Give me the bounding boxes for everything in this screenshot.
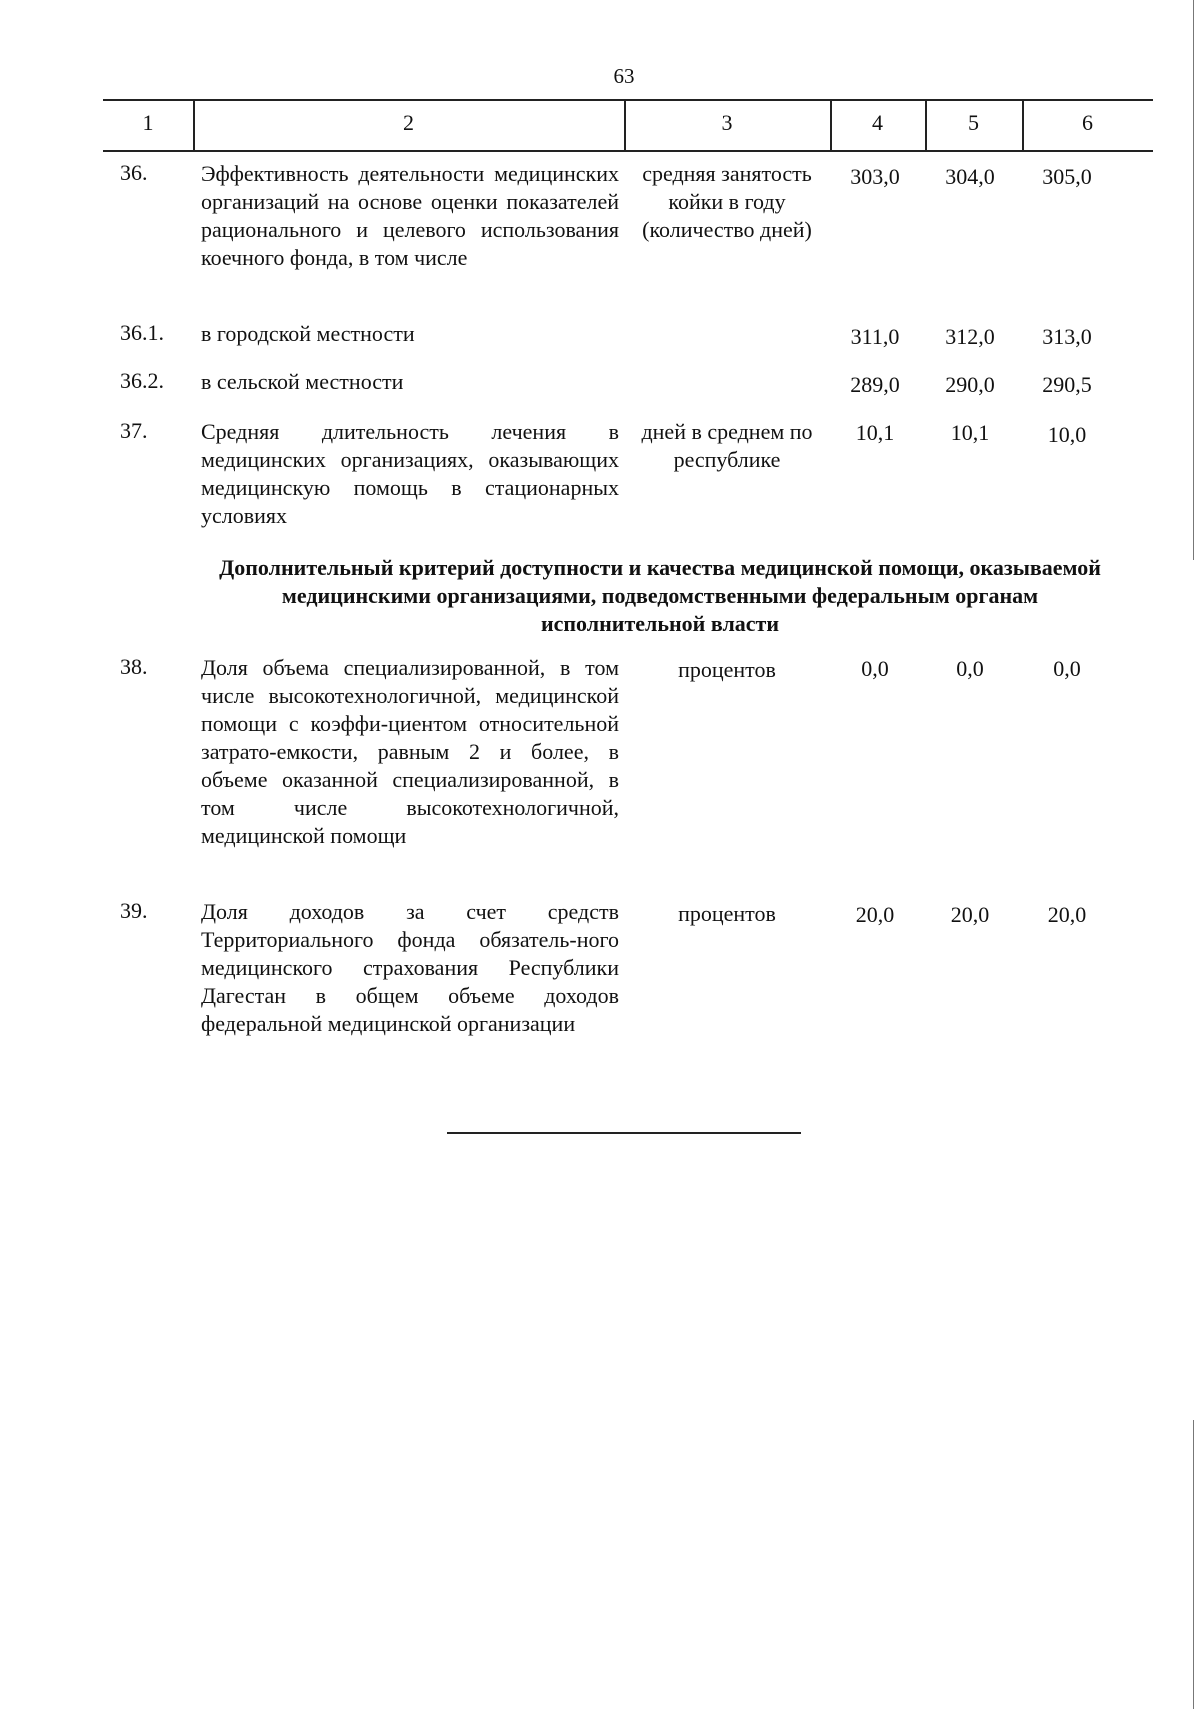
row-value-col6: 20,0	[1047, 902, 1087, 927]
row-value-col6: 0,0	[1053, 656, 1081, 681]
row-description: в сельской местности	[201, 369, 404, 394]
row-description: Доля доходов за счет средств Территориального фонда обязатель-ного медицинского страхования Республики Дагестан в общем объеме доходов федеральной медицинской организации	[201, 899, 619, 1036]
row-description: Доля объема специализированной, в том числе высокотехнологичной, медицинской помощи с коэффи-циентом относительной затрато-емкости, равным 2 и более, в объеме оказанной специализированной, в том числе высокотехнологичной, медицинской помощи	[201, 655, 619, 848]
row-value-col5: 10,1	[950, 420, 990, 445]
row-description: Средняя длительность лечения в медицинских организациях, оказывающих медицинскую помощь в стационарных условиях	[201, 419, 619, 528]
row-unit: процентов	[678, 901, 776, 926]
row-unit: процентов	[678, 657, 776, 682]
row-value-col4: 20,0	[855, 902, 895, 927]
row-value-col5: 20,0	[950, 902, 990, 927]
header-col-1: 1	[142, 110, 154, 135]
row-value-col4: 10,1	[855, 420, 895, 445]
row-number: 38.	[120, 654, 148, 679]
header-top-rule	[103, 99, 1153, 101]
row-number: 39.	[120, 898, 148, 923]
row-number: 36.	[120, 160, 148, 185]
row-number: 36.2.	[120, 368, 164, 393]
page-number: 63	[613, 64, 635, 88]
header-col-3: 3	[721, 110, 733, 135]
row-description: в городской местности	[201, 321, 415, 346]
row-value-col6: 313,0	[1042, 324, 1092, 349]
header-col-2: 2	[403, 110, 414, 135]
row-value-col5: 0,0	[956, 656, 984, 681]
scan-edge-line	[1193, 0, 1194, 560]
row-description: Эффективность деятельности медицинских организаций на основе оценки показателей рационального и целевого использования коечного фонда, в том числе	[201, 161, 619, 270]
row-value-col5: 290,0	[945, 372, 995, 397]
row-unit: средняя занятость койки в году (количество дней)	[642, 161, 812, 242]
row-value-col6: 290,5	[1042, 372, 1092, 397]
row-value-col4: 311,0	[850, 324, 900, 349]
row-number: 37.	[120, 418, 148, 443]
row-value-col4: 0,0	[861, 656, 889, 681]
header-bottom-rule	[103, 150, 1153, 152]
row-value-col4: 303,0	[850, 164, 900, 189]
row-value-col5: 304,0	[945, 164, 995, 189]
row-value-col6: 305,0	[1042, 164, 1092, 189]
row-unit: дней в среднем по республике	[641, 419, 813, 472]
header-col-6: 6	[1082, 110, 1093, 135]
row-value-col4: 289,0	[850, 372, 900, 397]
header-col-4: 4	[872, 110, 883, 135]
section-heading: Дополнительный критерий доступности и качества медицинской помощи, оказываемой медицинскими организациями, подведомственными федеральным органам исполнительной власти	[219, 555, 1101, 636]
row-value-col5: 312,0	[945, 324, 995, 349]
scan-edge-line	[1193, 1420, 1194, 1709]
row-value-col6: 10,0	[1047, 422, 1087, 447]
header-col-5: 5	[968, 110, 979, 135]
row-number: 36.1.	[120, 320, 164, 345]
end-rule	[447, 1132, 801, 1134]
